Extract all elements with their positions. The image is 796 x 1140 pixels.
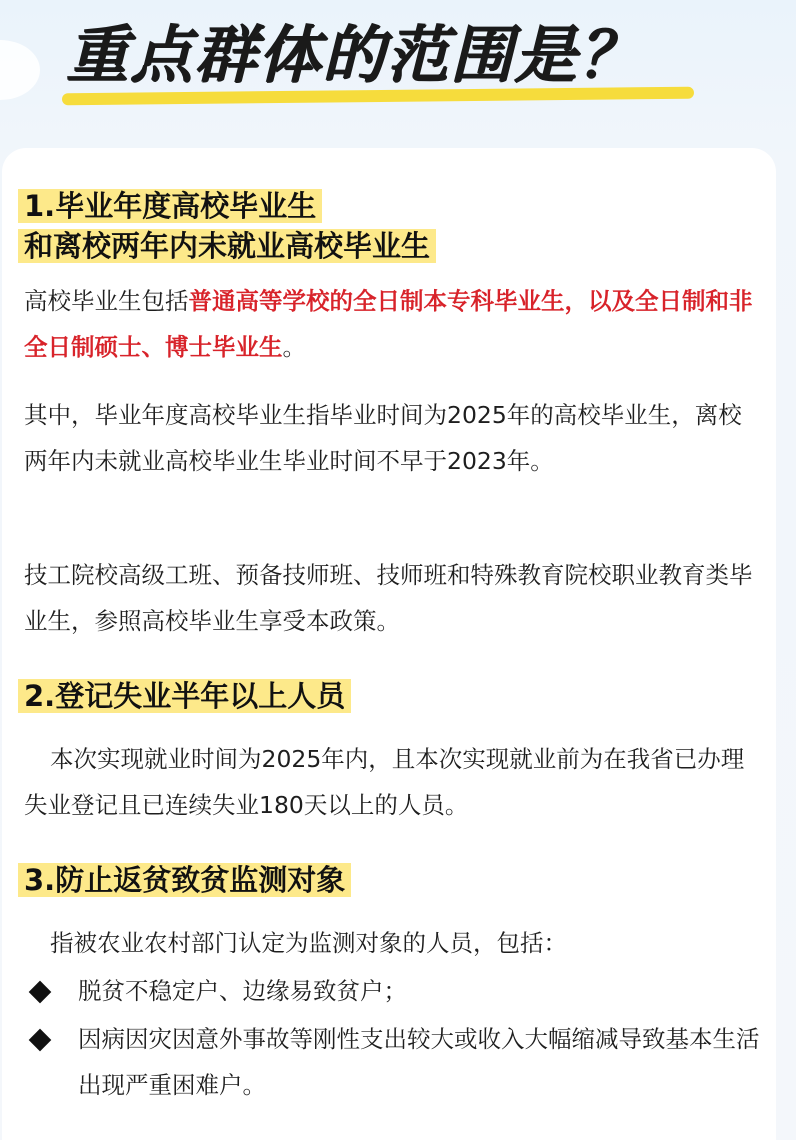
page-header — [0, 0, 796, 140]
diamond-bullet-icon — [29, 1029, 52, 1052]
section-1-paragraph-1-suffix: 。 — [282, 333, 306, 361]
section-2-heading — [18, 676, 351, 716]
list-item-text: 因病因灾因意外事故等刚性支出较大或收入大幅缩减导致基本生活出现严重困难户。 — [78, 1025, 760, 1099]
page-title: 重点群体的范围是？ — [66, 18, 643, 91]
section-3-intro: 指被农业农村部门认定为监测对象的人员，包括： — [50, 929, 567, 957]
section-1-heading-line2: 和离校两年内未就业高校毕业生 — [18, 229, 436, 263]
list-item — [24, 1016, 764, 1108]
section-1-paragraph-2: 其中，毕业年度高校毕业生指毕业时间为2025年的高校毕业生，离校两年内未就业高校毕业生毕业时间不早于2023年。 — [24, 401, 742, 475]
section-1-paragraph-1 — [24, 278, 754, 370]
section-3-heading — [18, 860, 351, 900]
content-card — [2, 148, 776, 1140]
section-1-paragraph-1-prefix: 高校毕业生包括 — [24, 287, 189, 315]
section-1-heading — [18, 186, 436, 266]
list-item — [24, 968, 764, 1014]
section-3-heading-text: 3.防止返贫致贫监测对象 — [18, 863, 351, 897]
section-1-heading-line1: 1.毕业年度高校毕业生 — [18, 189, 322, 223]
list-item-text: 脱贫不稳定户、边缘易致贫户； — [78, 977, 407, 1005]
section-1-paragraph-3: 技工院校高级工班、预备技师班、技师班和特殊教育院校职业教育类毕业生，参照高校毕业生享受本政策。 — [24, 561, 753, 635]
section-1-paragraph-1-emphasis: 普通高等学校的全日制本专科毕业生，以及全日制和非全日制硕士、博士毕业生 — [24, 287, 753, 361]
section-2-paragraph-1: 本次实现就业时间为2025年内，且本次实现就业前为在我省已办理失业登记且已连续失业180天以上的人员。 — [24, 745, 745, 819]
section-2-heading-text: 2.登记失业半年以上人员 — [18, 679, 351, 713]
diamond-bullet-icon — [29, 981, 52, 1004]
